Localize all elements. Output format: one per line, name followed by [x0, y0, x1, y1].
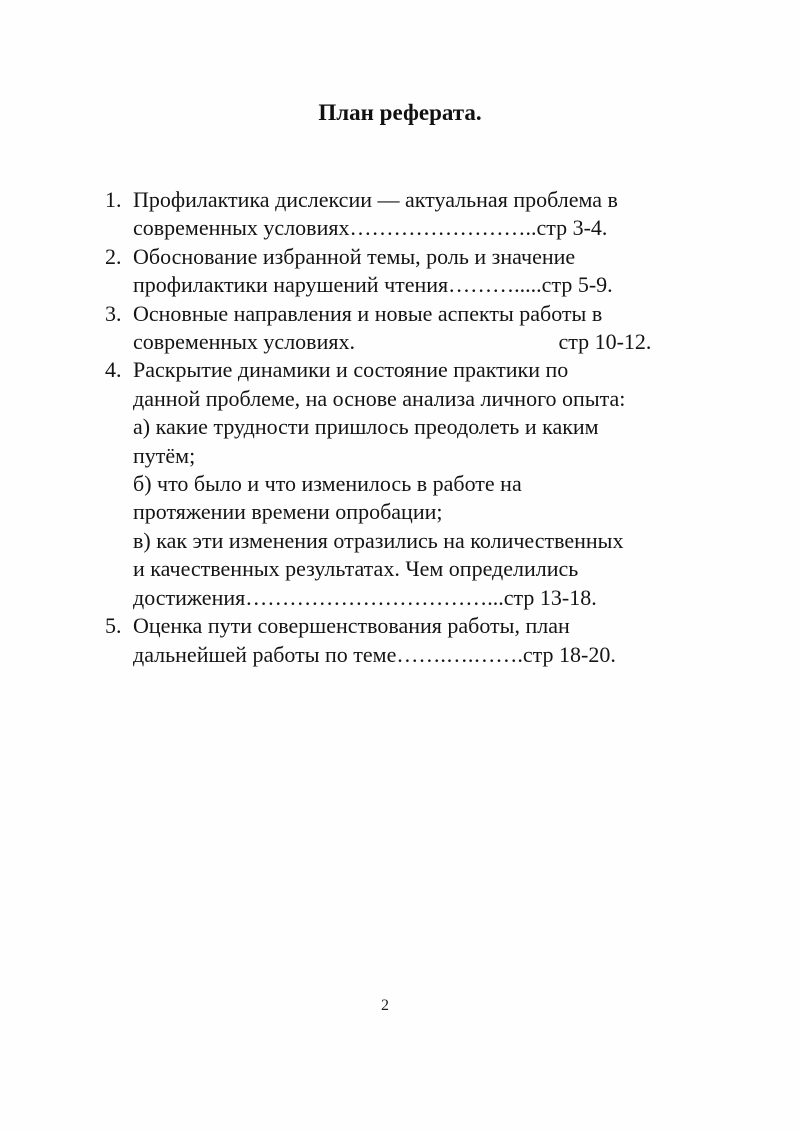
item-line: Обоснование избранной темы, роль и значение — [133, 243, 576, 269]
item-text — [133, 356, 695, 612]
item-text — [133, 612, 695, 669]
outline-list — [105, 186, 695, 669]
item-line: а) какие трудности пришлось преодолеть и каким — [133, 414, 599, 440]
item-line: Раскрытие динамики и состояние практики по — [133, 357, 569, 383]
item-line: достижения……………………………...стр 13-18. — [133, 584, 597, 610]
item-line: и качественных результатах. Чем определились — [133, 556, 579, 582]
item-line: дальнейшей работы по теме…….….…….стр 18-20. — [133, 641, 616, 667]
item-line: современных условиях. стр 10-12. — [133, 329, 652, 355]
item-line: Оценка пути совершенствования работы, план — [133, 613, 570, 639]
page-number: 2 — [381, 997, 389, 1014]
outline-item-3 — [105, 300, 695, 357]
item-number: 5. — [105, 613, 122, 639]
item-line: путём; — [133, 442, 196, 468]
item-text — [133, 243, 695, 300]
item-line: данной проблеме, на основе анализа личного опыта: — [133, 385, 626, 411]
item-line: профилактики нарушений чтения……….....стр 5-9. — [133, 272, 613, 298]
item-line: Основные направления и новые аспекты работы в — [133, 300, 603, 326]
item-number: 4. — [105, 357, 122, 383]
outline-item-2 — [105, 243, 695, 300]
item-line: б) что было и что изменилось в работе на — [133, 471, 522, 497]
item-line: Профилактика дислексии — актуальная проблема в — [133, 187, 618, 212]
outline-item-1 — [105, 186, 695, 243]
outline-item-4 — [105, 356, 695, 612]
item-line: протяжении времени опробации; — [133, 499, 443, 525]
item-line: в) как эти изменения отразились на количественных — [133, 527, 624, 553]
outline-item-5 — [105, 612, 695, 669]
item-number: 3. — [105, 300, 122, 326]
item-number: 2. — [105, 243, 122, 269]
item-text — [133, 300, 695, 357]
item-line: современных условиях……………………..стр 3-4. — [133, 215, 608, 241]
page-title: План реферата. — [318, 100, 482, 125]
item-number: 1. — [105, 187, 122, 212]
item-text — [133, 186, 695, 243]
